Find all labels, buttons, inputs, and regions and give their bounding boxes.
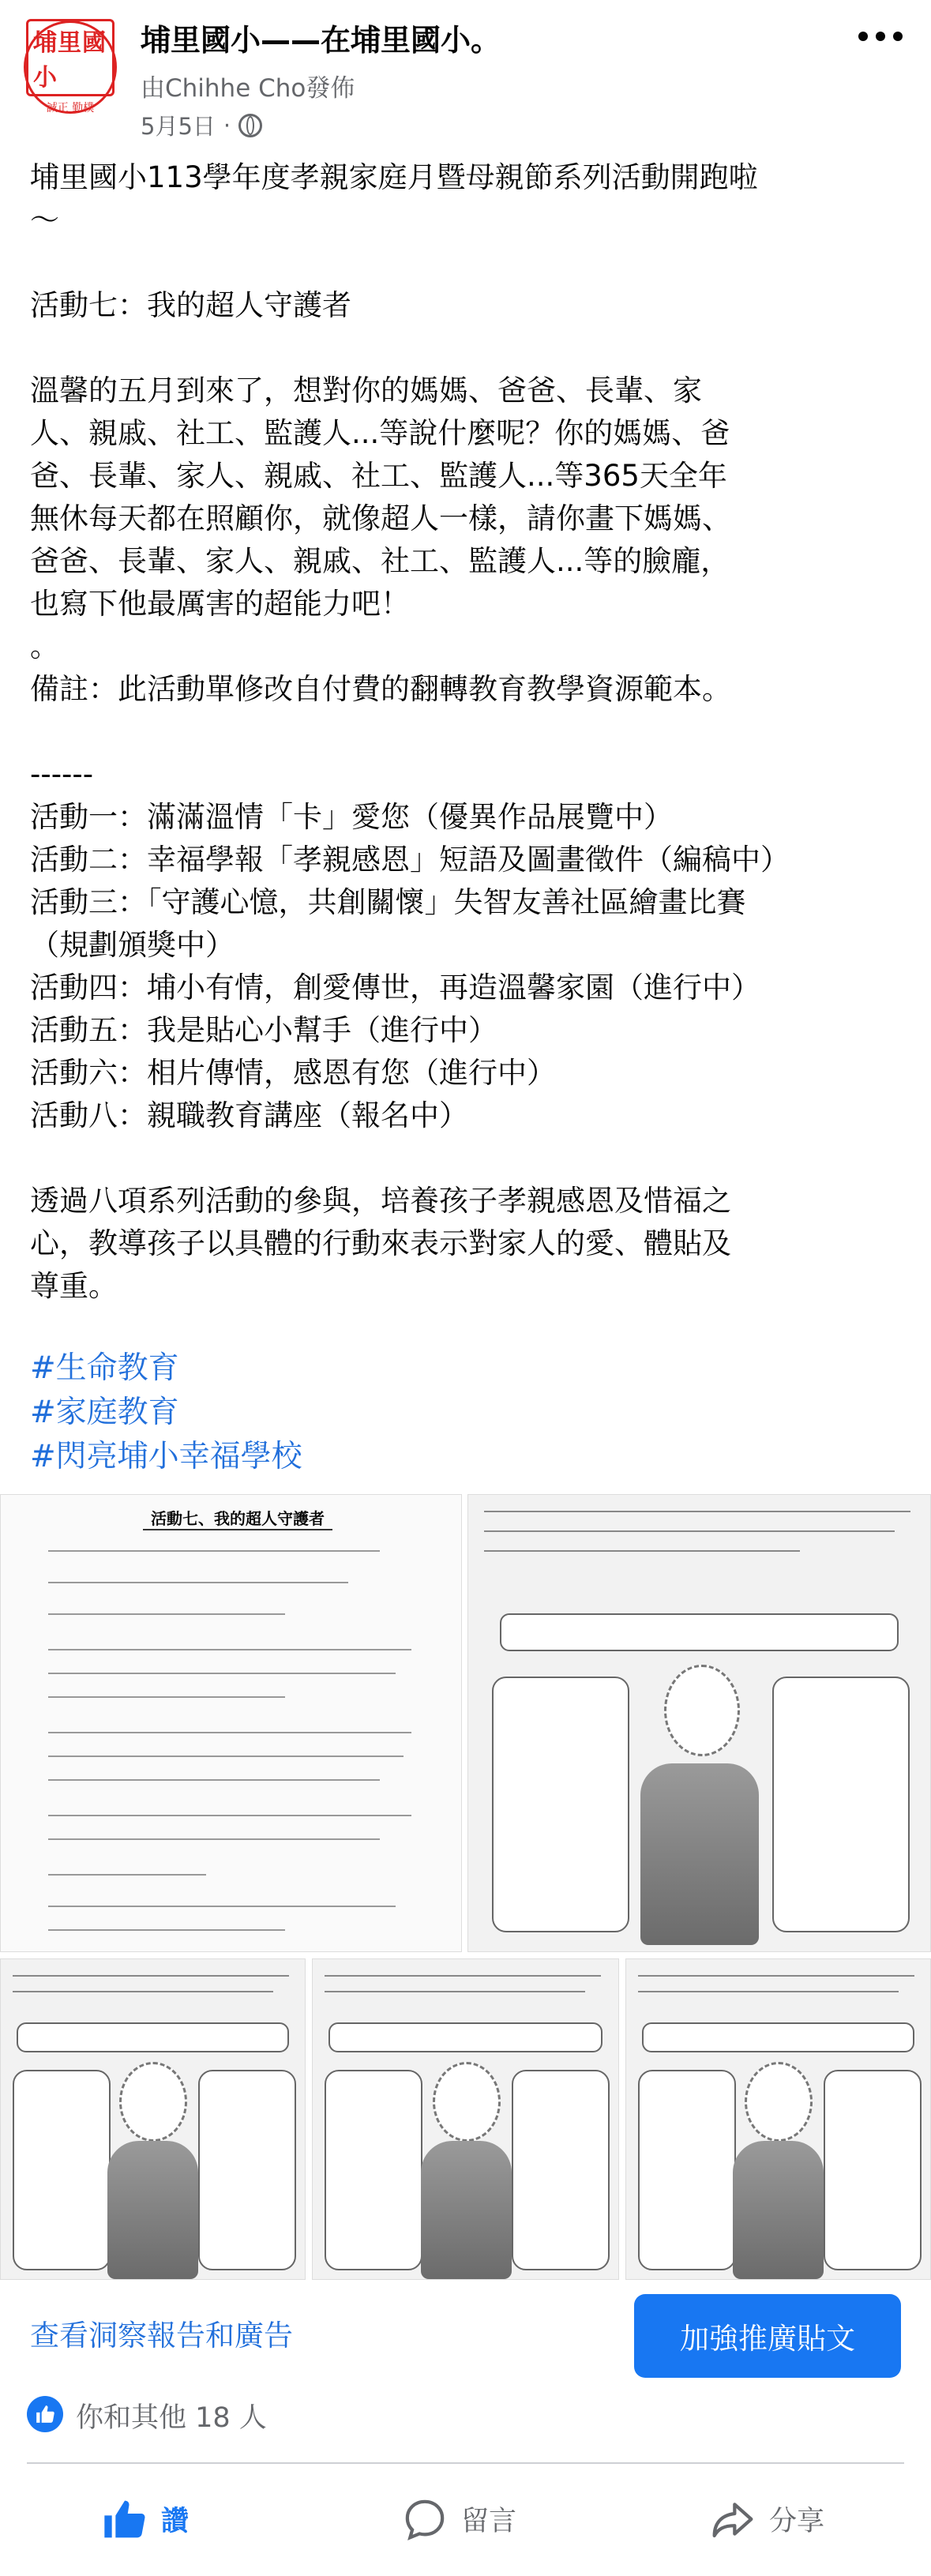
avatar-logo-text: 埔里國小 xyxy=(26,19,114,96)
post-text-line: 。 xyxy=(30,629,59,663)
post-text-line: 爸、長輩、家人、親戚、社工、監護人...等365天全年 xyxy=(30,459,727,493)
worksheet-image[interactable] xyxy=(0,1958,306,2280)
post-image-grid[interactable] xyxy=(0,1494,931,2280)
post-text-line: 爸爸、長輩、家人、親戚、社工、監護人...等的臉龐， xyxy=(30,544,730,578)
meta-separator: · xyxy=(223,111,231,139)
comment-button[interactable] xyxy=(403,2489,516,2549)
hashtag-link[interactable]: #閃亮埔小幸福學校 xyxy=(30,1439,302,1474)
post-text-line: （規劃頒獎中） xyxy=(30,928,235,962)
share-button[interactable] xyxy=(711,2489,824,2549)
post-text-line xyxy=(30,1137,903,1180)
post-text-line: 心，教導孩子以具體的行動來表示對家人的愛、體貼及 xyxy=(30,1226,731,1260)
action-divider xyxy=(27,2462,904,2464)
reaction-count-text[interactable]: 你和其他 18 人 xyxy=(76,2402,267,2434)
post-text-line: 活動一：滿滿溫情「卡」愛您（優異作品展覽中） xyxy=(30,800,673,834)
post-text-line: ～ xyxy=(30,203,59,237)
post-text-line: ------ xyxy=(30,757,94,791)
public-globe-icon xyxy=(238,114,262,137)
post-text-line: 尊重。 xyxy=(30,1269,118,1303)
worksheet-image[interactable] xyxy=(467,1494,931,1952)
page-name[interactable]: 埔里國小——在埔里國小。 xyxy=(141,23,501,58)
post-text-line: 無休每天都在照顧你，就像超人一樣，請你畫下媽媽、 xyxy=(30,501,731,535)
comment-icon xyxy=(403,2497,447,2541)
post-author[interactable]: 由Chihhe Cho發佈 xyxy=(141,74,355,103)
post-meta xyxy=(141,109,262,141)
more-options-icon[interactable] xyxy=(858,32,903,41)
worksheet-image[interactable] xyxy=(312,1958,619,2280)
hashtag-link[interactable]: #家庭教育 xyxy=(30,1395,179,1430)
share-label: 分享 xyxy=(769,2506,825,2537)
like-label: 讚 xyxy=(161,2506,190,2537)
post-action-bar xyxy=(0,2472,931,2567)
document-title: 活動七、我的超人守護者 xyxy=(143,1506,332,1530)
post-text-line: 溫馨的五月到來了，想對你的媽媽、爸爸、長輩、家 xyxy=(30,374,702,407)
post-text-line: 活動六：相片傳情，感恩有您（進行中） xyxy=(30,1056,556,1090)
share-icon xyxy=(711,2497,755,2541)
post-text-line: 活動五：我是貼心小幫手（進行中） xyxy=(30,1013,497,1047)
hashtag-link[interactable]: #生命教育 xyxy=(30,1350,179,1386)
post-text-line: 活動四：埔小有情，創愛傳世，再造溫馨家園（進行中） xyxy=(30,971,760,1004)
activity-document-image[interactable] xyxy=(0,1494,462,1952)
boost-post-button[interactable]: 加強推廣貼文 xyxy=(634,2294,901,2378)
post-date[interactable]: 5月5日 xyxy=(141,113,216,140)
thumbs-up-icon xyxy=(103,2497,147,2541)
post-text-line: 備註：此活動單修改自付費的翻轉教育教學資源範本。 xyxy=(30,672,731,706)
avatar-logo-subtext: 誠正 勤樸 xyxy=(46,102,95,115)
worksheet-image[interactable] xyxy=(625,1958,931,2280)
post-text-line: 活動七：我的超人守護者 xyxy=(30,288,351,322)
post-text-line xyxy=(30,711,903,753)
post-text-line: 人、親戚、社工、監護人...等說什麼呢？你的媽媽、爸 xyxy=(30,416,730,450)
like-button[interactable] xyxy=(103,2489,189,2549)
page-avatar[interactable] xyxy=(24,21,117,114)
hashtag-list xyxy=(30,1346,302,1479)
post-text-line: 透過八項系列活動的參與，培養孩子孝親感恩及惜福之 xyxy=(30,1184,731,1218)
admin-actions xyxy=(0,2280,931,2381)
post-text-line xyxy=(30,327,903,370)
post-text-line: 活動二：幸福學報「孝親感恩」短語及圖畫徵件（編稿中） xyxy=(30,843,790,877)
post-text-line: 埔里國小113學年度孝親家庭月暨母親節系列活動開跑啦 xyxy=(30,160,758,194)
post-text-line xyxy=(30,242,903,284)
post-header xyxy=(0,0,931,150)
like-reaction-icon xyxy=(27,2396,63,2432)
view-insights-link[interactable]: 查看洞察報告和廣告 xyxy=(30,2319,293,2353)
post-text-line: 活動八：親職教育講座（報名中） xyxy=(30,1098,468,1132)
post-text-line: 也寫下他最厲害的超能力吧！ xyxy=(30,587,410,621)
comment-label: 留言 xyxy=(461,2506,517,2537)
post-text-line: 活動三：「守護心憶，共創關懷」失智友善社區繪畫比賽 xyxy=(30,885,746,919)
post-body xyxy=(30,156,903,1308)
reaction-summary[interactable] xyxy=(0,2385,931,2448)
